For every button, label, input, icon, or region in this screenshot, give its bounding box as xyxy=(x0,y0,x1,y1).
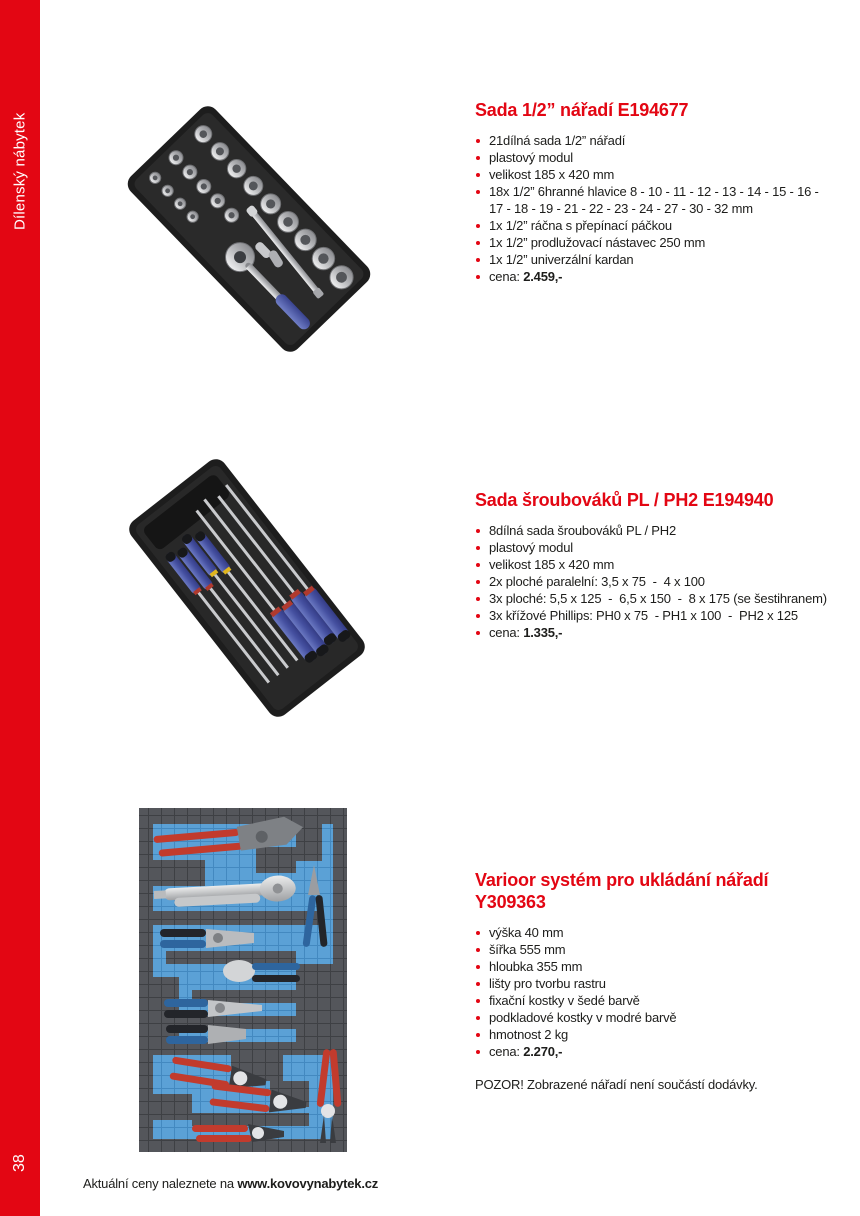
price-value: 1.335,- xyxy=(523,625,563,640)
bullet-text: plastový modul xyxy=(489,150,573,165)
page-number: 38 xyxy=(11,1154,28,1172)
bullet-item xyxy=(475,924,831,941)
product-title: Sada 1/2” nářadí E194677 xyxy=(475,100,689,120)
bullet-text: 18x 1/2” 6hranné hlavice 8 - 10 - 11 - 12 - 13 - 14 - 15 - 16 - 17 - 18 - 19 - 21 - 22 - 23 - 24 - 27 - 30 - 32 mm xyxy=(489,184,823,216)
bullet-item xyxy=(475,217,831,234)
bullet-dot xyxy=(476,931,480,935)
product-bullet-list xyxy=(475,132,831,268)
bullet-item xyxy=(475,522,831,539)
bullet-dot xyxy=(476,529,480,533)
bullet-text: 3x ploché: 5,5 x 125 - 6,5 x 150 - 8 x 175 (se šestihranem) xyxy=(489,591,827,606)
bullet-dot xyxy=(476,1016,480,1020)
bullet-dot xyxy=(476,614,480,618)
price-value: 2.459,- xyxy=(523,269,563,284)
bullet-text: výška 40 mm xyxy=(489,925,564,940)
bullet-text: hloubka 355 mm xyxy=(489,959,583,974)
product-image-socket-set xyxy=(122,95,376,363)
product-title: Sada šroubováků PL / PH2 E194940 xyxy=(475,490,774,510)
bullet-item xyxy=(475,234,831,251)
product-section-varioor xyxy=(475,869,831,1093)
bullet-text: 21dílná sada 1/2” nářadí xyxy=(489,133,626,148)
bullet-text: 2x ploché paralelní: 3,5 x 75 - 4 x 100 xyxy=(489,574,705,589)
bullet-dot xyxy=(476,1033,480,1037)
bullet-item xyxy=(475,183,831,217)
product-section-socket-set xyxy=(475,99,831,285)
bullet-dot xyxy=(476,173,480,177)
bullet-item xyxy=(475,556,831,573)
price-row xyxy=(475,268,831,285)
bullet-dot xyxy=(476,948,480,952)
bullet-text: 1x 1/2” prodlužovací nástavec 250 mm xyxy=(489,235,706,250)
bullet-dot xyxy=(476,546,480,550)
footer-url-link[interactable]: www.kovovynabytek.cz xyxy=(237,1176,379,1191)
product-section-screwdrivers xyxy=(475,489,831,641)
price-label: cena: xyxy=(489,625,524,640)
bullet-item xyxy=(475,607,831,624)
bullet-item xyxy=(475,166,831,183)
bullet-text: plastový modul xyxy=(489,540,573,555)
bullet-text: 3x křížové Phillips: PH0 x 75 - PH1 x 100 - PH2 x 125 xyxy=(489,608,798,623)
bullet-item xyxy=(475,1026,831,1043)
bullet-item xyxy=(475,992,831,1009)
price-row xyxy=(475,624,831,641)
price-row xyxy=(475,1043,831,1060)
disclaimer-note: POZOR! Zobrazené nářadí není součástí dodávky. xyxy=(475,1077,758,1092)
bullet-dot xyxy=(476,597,480,601)
price-value: 2.270,- xyxy=(523,1044,563,1059)
product-title: Varioor systém pro ukládání nářadí Y309363 xyxy=(475,870,769,912)
bullet-item xyxy=(475,975,831,992)
bullet-dot xyxy=(476,631,480,635)
bullet-dot xyxy=(476,563,480,567)
bullet-text: šířka 555 mm xyxy=(489,942,566,957)
price-label: cena: xyxy=(489,1044,524,1059)
bullet-dot xyxy=(476,1050,480,1054)
bullet-item xyxy=(475,573,831,590)
product-image-screwdriver-set xyxy=(124,454,370,722)
bullet-dot xyxy=(476,999,480,1003)
product-bullet-list xyxy=(475,522,831,624)
bullet-item xyxy=(475,149,831,166)
bullet-text: hmotnost 2 kg xyxy=(489,1027,569,1042)
bullet-text: lišty pro tvorbu rastru xyxy=(489,976,606,991)
footer xyxy=(83,1176,378,1191)
product-image-varioor-grid xyxy=(136,803,350,1157)
category-label: Dílenský nábytek xyxy=(11,112,29,230)
bullet-dot xyxy=(476,580,480,584)
bullet-dot xyxy=(476,965,480,969)
bullet-item xyxy=(475,590,831,607)
bullet-item xyxy=(475,958,831,975)
bullet-text: 1x 1/2” univerzální kardan xyxy=(489,252,634,267)
bullet-dot xyxy=(476,275,480,279)
bullet-dot xyxy=(476,982,480,986)
red-spine-bar xyxy=(0,0,40,1216)
bullet-text: 8dílná sada šroubováků PL / PH2 xyxy=(489,523,676,538)
bullet-dot xyxy=(476,190,480,194)
bullet-text: velikost 185 x 420 mm xyxy=(489,557,615,572)
bullet-item xyxy=(475,132,831,149)
price-label: cena: xyxy=(489,269,524,284)
bullet-text: velikost 185 x 420 mm xyxy=(489,167,615,182)
bullet-dot xyxy=(476,258,480,262)
bullet-dot xyxy=(476,139,480,143)
bullet-dot xyxy=(476,241,480,245)
bullet-item xyxy=(475,941,831,958)
bullet-item xyxy=(475,1009,831,1026)
bullet-dot xyxy=(476,224,480,228)
bullet-text: 1x 1/2” ráčna s přepínací páčkou xyxy=(489,218,672,233)
bullet-item xyxy=(475,251,831,268)
bullet-text: fixační kostky v šedé barvě xyxy=(489,993,640,1008)
bullet-dot xyxy=(476,156,480,160)
footer-text: Aktuální ceny naleznete na xyxy=(83,1176,238,1191)
product-bullet-list xyxy=(475,924,831,1043)
bullet-text: podkladové kostky v modré barvě xyxy=(489,1010,677,1025)
bullet-item xyxy=(475,539,831,556)
